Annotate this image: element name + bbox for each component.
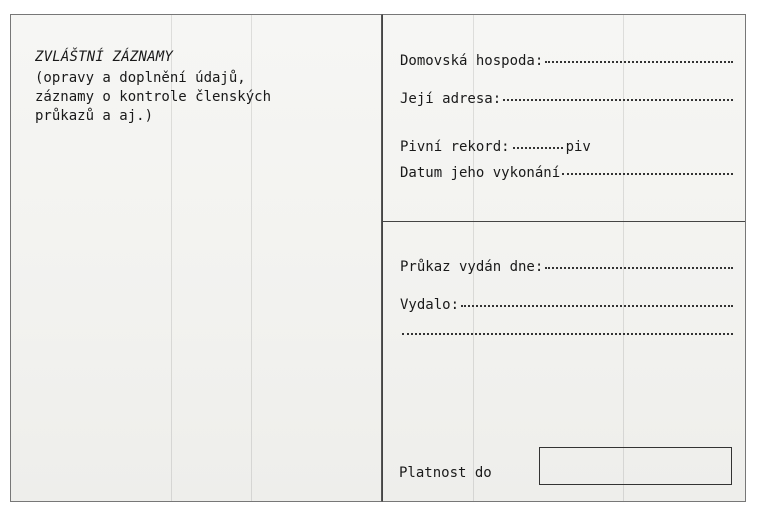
issued-by-label: Vydalo: <box>400 297 460 313</box>
address-fill-line[interactable] <box>503 99 733 101</box>
record-date-label: Datum jeho vykonání <box>400 165 561 181</box>
beer-record-fill-line[interactable] <box>513 147 563 149</box>
issued-by-field[interactable] <box>400 297 733 313</box>
fold-line <box>623 15 624 501</box>
special-records-title: ZVLÁŠTNÍ ZÁZNAMY <box>35 49 174 65</box>
address-field[interactable] <box>400 91 733 107</box>
issue-date-label: Průkaz vydán dne: <box>400 259 544 275</box>
home-pub-field[interactable] <box>400 53 733 69</box>
issued-by-fill-line[interactable] <box>461 305 733 307</box>
note-line: průkazů a aj.) <box>35 108 154 124</box>
beer-record-unit: piv <box>565 139 591 155</box>
address-label: Její adresa: <box>400 91 502 107</box>
validity-label: Platnost do <box>399 465 492 481</box>
validity-date-box[interactable] <box>539 447 732 485</box>
special-records-note <box>35 69 271 126</box>
note-line: (opravy a doplnění údajů, <box>35 70 246 86</box>
special-records-page <box>10 14 382 502</box>
issue-date-fill-line[interactable] <box>545 267 733 269</box>
fold-line <box>473 15 474 501</box>
issued-by-extra-line[interactable] <box>400 335 733 337</box>
note-line: záznamy o kontrole členských <box>35 89 272 105</box>
home-pub-fill-line[interactable] <box>545 61 733 63</box>
issue-date-field[interactable] <box>400 259 733 275</box>
section-divider <box>383 221 745 222</box>
record-date-field[interactable] <box>400 165 733 181</box>
beer-record-label: Pivní rekord: <box>400 139 510 155</box>
member-details-page <box>382 14 746 502</box>
home-pub-label: Domovská hospoda: <box>400 53 544 69</box>
issued-by-fill-line-2[interactable] <box>402 333 733 335</box>
beer-record-field[interactable] <box>400 139 591 155</box>
record-date-fill-line[interactable] <box>562 173 733 175</box>
